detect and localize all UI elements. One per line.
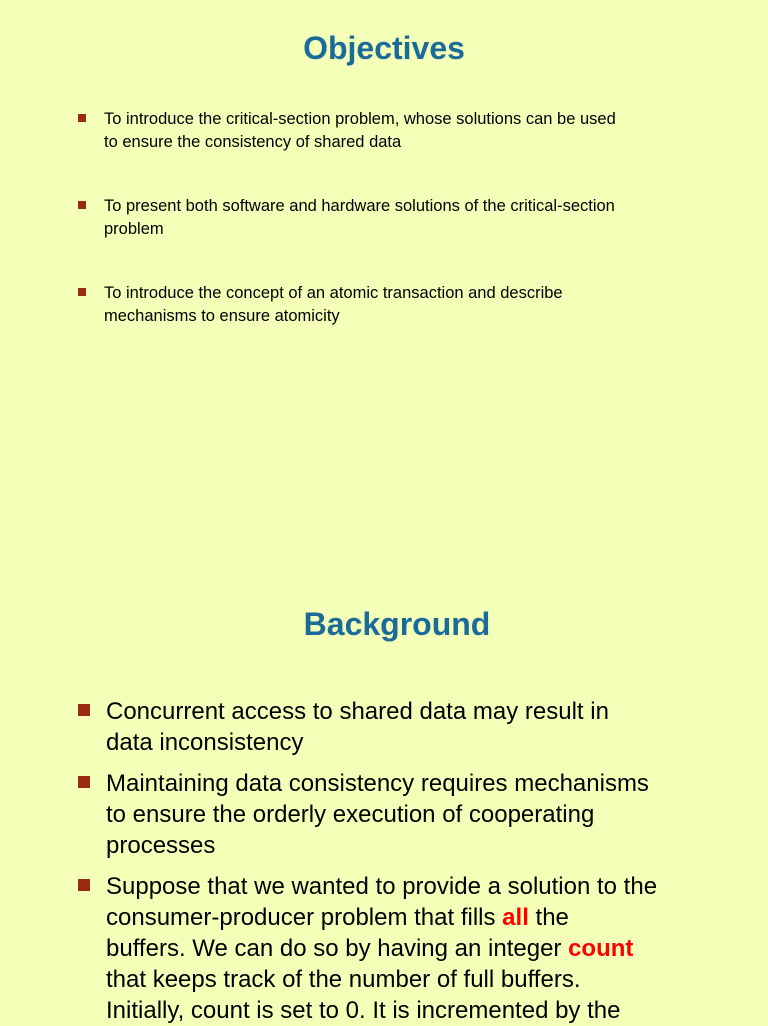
bullet-text: Maintaining data consistency requires mechanisms to ensure the orderly execution of cooperating processes [106,770,649,859]
bullet-list [0,108,720,328]
square-bullet-icon [78,114,86,122]
square-bullet-icon [78,704,90,716]
square-bullet-icon [78,879,90,891]
square-bullet-icon [78,201,86,209]
square-bullet-icon [78,288,86,296]
bullet-item [0,768,720,861]
highlight-count: count [568,935,634,962]
bullet-text: To introduce the concept of an atomic transaction and describe mechanisms to ensure atomicity [104,284,563,325]
highlight-all: all [502,904,529,931]
bullet-list [0,696,720,1026]
bullet-text [106,871,720,1026]
bullet-item [0,871,720,1026]
bullet-item [0,195,720,241]
bullet-text-part: the buffers. We can do so by having an integer [106,904,569,962]
square-bullet-icon [78,776,90,788]
slide-background [0,560,768,1024]
bullet-text-part: Suppose that we wanted to provide a solution to the consumer-producer problem that fills [106,873,658,931]
bullet-item [0,282,720,328]
bullet-item [0,696,720,758]
bullet-text: Concurrent access to shared data may result in data inconsistency [106,698,609,756]
slide-title: Objectives [303,30,465,66]
bullet-text-part: that keeps track of the number of full buffers. Initially, count is set to 0. It is incremented by the [106,966,621,1024]
slide-title: Background [303,606,491,642]
bullet-item [0,108,720,154]
bullet-text: To present both software and hardware solutions of the critical-section problem [104,197,615,238]
bullet-text: To introduce the critical-section problem, whose solutions can be used to ensure the consistency of shared data [104,110,616,151]
